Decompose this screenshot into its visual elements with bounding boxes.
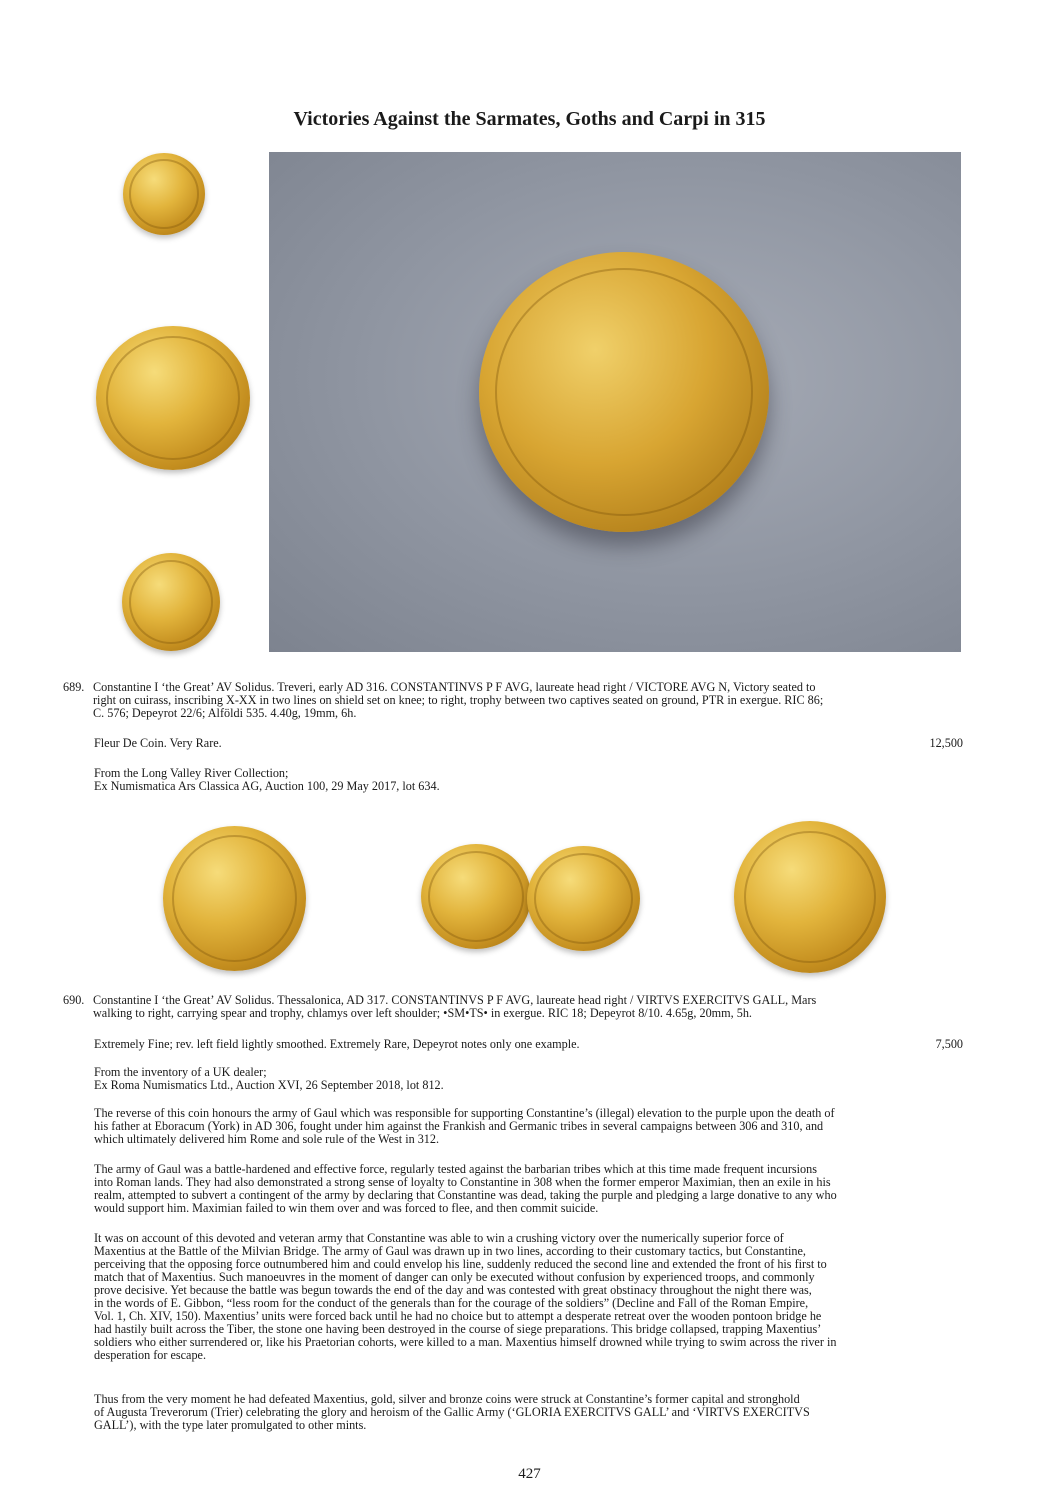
lot-689-grade: Fleur De Coin. Very Rare. [94, 736, 222, 750]
essay-line: into Roman lands. They had also demonstrated a strong sense of loyalty to Constantine in 308 when the former emperor Maximian, then an exile in his [94, 1175, 831, 1189]
lot-689-grade-row [94, 737, 963, 750]
essay-line: which ultimately delivered him Rome and sole rule of the West in 312. [94, 1132, 440, 1146]
essay-line: Thus from the very moment he had defeated Maxentius, gold, silver and bronze coins were struck at Constantine’s former capital and stronghold [94, 1392, 800, 1406]
essay-line: It was on account of this devoted and veteran army that Constantine was able to win a crushing victory over the numerically superior force of [94, 1231, 784, 1245]
essay-line: Vol. 1, Ch. XIV, 150). Maxentius’ units were forced back until he had no choice but to attempt a desperate retreat over the wooden pontoon bridge he [94, 1309, 822, 1323]
lot-690-desc-line: Constantine I ‘the Great’ AV Solidus. Thessalonica, AD 317. CONSTANTINVS P F AVG, laureate head right / VIRTVS EXERCITVS GALL, Mars [93, 993, 817, 1007]
page-title: Victories Against the Sarmates, Goths and Carpi in 315 [293, 108, 766, 130]
lot-690-desc-line: walking to right, carrying spear and trophy, chlamys over left shoulder; •SM•TS• in exergue. RIC 18; Depeyrot 8/10. 4.65g, 20mm, 5h. [93, 1006, 752, 1020]
essay-line: his father at Eboracum (York) in AD 306, fought under him against the Frankish and Germanic tribes in several campaigns between 306 and 310, and [94, 1119, 824, 1133]
essay-line: prove decisive. Yet because the battle was begun towards the end of the day and was contested with great obstinacy throughout the night there was, [94, 1283, 812, 1297]
coin-689-obverse-small [123, 153, 205, 235]
essay-line: would support him. Maximian failed to win them over and was forced to flee, and then commit suicide. [94, 1201, 599, 1215]
lot-690-grade-row [94, 1038, 963, 1051]
essay-paragraph-1 [94, 1107, 963, 1146]
essay-paragraph-2 [94, 1163, 963, 1215]
coin-689-reverse-small [122, 553, 220, 651]
coin-690-reverse-large [734, 821, 886, 973]
essay-line: Maxentius at the Battle of the Milvian Bridge. The army of Gaul was drawn up in two lines, according to their customary tactics, but Constantine, [94, 1244, 806, 1258]
coin-689-photo [269, 152, 961, 652]
lot-690-number: 690. [63, 993, 85, 1007]
essay-line: The reverse of this coin honours the army of Gaul which was responsible for supporting Constantine’s (illegal) elevation to the purple upon the death of [94, 1106, 835, 1120]
essay-line: soldiers who either surrendered or, like his Praetorian cohorts, were killed to a man. Maxentius himself drowned while trying to swim across the river in [94, 1335, 837, 1349]
essay-paragraph-4 [94, 1393, 963, 1432]
coin-689-reverse-enlarged [96, 326, 250, 470]
coin-690-obverse-small [421, 844, 531, 949]
coin-690-reverse-small [527, 846, 640, 951]
essay-line: GALL’), with the type later promulgated to other mints. [94, 1418, 367, 1432]
provenance-line: From the inventory of a UK dealer; [94, 1065, 267, 1079]
lot-689-desc-line: C. 576; Depeyrot 22/6; Alföldi 535. 4.40g, 19mm, 6h. [93, 706, 357, 720]
essay-line: of Augusta Treverorum (Trier) celebrating the glory and heroism of the Gallic Army (‘GLORIA EXERCITVS GALL’ and ‘VIRTVS EXERCITVS [94, 1405, 810, 1419]
essay-line: realm, attempted to subvert a contingent of the army by declaring that Constantine was dead, taking the purple and pledging a large donative to any who [94, 1188, 837, 1202]
lot-689-provenance [94, 767, 963, 793]
coin-690-obverse-large [163, 826, 306, 971]
page-number: 427 [518, 1466, 541, 1482]
essay-line: desperation for escape. [94, 1348, 207, 1362]
coin-689-obverse-large [479, 252, 769, 532]
lot-689-number: 689. [63, 680, 85, 694]
lot-690-provenance [94, 1066, 963, 1092]
essay-line: in the words of E. Gibbon, “less room for the conduct of the generals than for the courage of the soldiers” (Decline and Fall of the Roman Empire, [94, 1296, 809, 1310]
lot-689-description [63, 681, 963, 720]
lot-689-desc-line: right on cuirass, inscribing X-XX in two lines on shield set on knee; to right, trophy between two captives seated on ground, PTR in exergue. RIC 86; [93, 693, 824, 707]
essay-paragraph-3 [94, 1232, 963, 1362]
lot-690-price: 7,500 [935, 1037, 963, 1051]
lot-690-grade: Extremely Fine; rev. left field lightly smoothed. Extremely Rare, Depeyrot notes only one example. [94, 1037, 580, 1051]
lot-690-description [63, 994, 963, 1020]
essay-line: perceiving that the opposing force outnumbered him and could envelop his line, suddenly reduced the second line and extended the front of his first to [94, 1257, 827, 1271]
lot-689-desc-line: Constantine I ‘the Great’ AV Solidus. Treveri, early AD 316. CONSTANTINVS P F AVG, laureate head right / VICTORE AVG N, Victory seated to [93, 680, 816, 694]
lot-689-price: 12,500 [929, 736, 963, 750]
essay-line: The army of Gaul was a battle-hardened and effective force, regularly tested against the barbarian tribes which at this time made frequent incursions [94, 1162, 817, 1176]
provenance-line: Ex Roma Numismatics Ltd., Auction XVI, 26 September 2018, lot 812. [94, 1078, 444, 1092]
provenance-line: From the Long Valley River Collection; [94, 766, 289, 780]
essay-line: had hastily built across the Tiber, the stone one having been destroyed in the course of siege preparations. This bridge collapsed, trapping Maxentius’ [94, 1322, 822, 1336]
provenance-line: Ex Numismatica Ars Classica AG, Auction 100, 29 May 2017, lot 634. [94, 779, 440, 793]
essay-line: match that of Maxentius. Such manoeuvres in the moment of danger can only be executed without confusion by experienced troops, and commonly [94, 1270, 815, 1284]
